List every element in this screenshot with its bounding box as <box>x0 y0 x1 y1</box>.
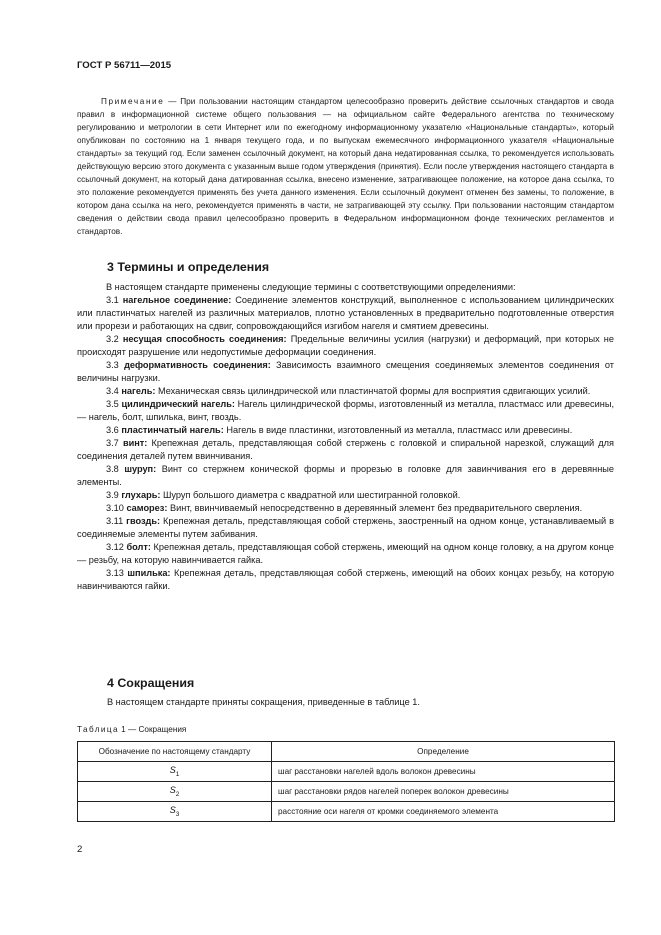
table-row <box>78 762 615 782</box>
symbol-letter: S <box>169 785 176 796</box>
symbol-cell <box>78 782 272 802</box>
page-number: 2 <box>77 844 83 855</box>
term-number: 3.6 <box>106 425 122 435</box>
document-header: ГОСТ Р 56711—2015 <box>77 60 172 71</box>
term-name: винт: <box>122 438 148 448</box>
term-item <box>77 385 614 398</box>
terms-intro: В настоящем стандарте применены следующие термины с соответствующими определениями: <box>106 282 516 292</box>
symbol-letter: S <box>169 805 176 816</box>
table-caption-label: Таблица <box>77 725 119 734</box>
abbreviations-intro: В настоящем стандарте приняты сокращения, приведенные в таблице 1. <box>107 697 420 707</box>
term-item <box>77 502 614 515</box>
term-name: шпилька: <box>127 568 171 578</box>
table-caption <box>77 725 186 734</box>
section-4-heading: 4 Сокращения <box>107 676 195 690</box>
table-row <box>78 802 615 822</box>
term-name: глухарь: <box>121 490 161 500</box>
term-item <box>77 294 614 333</box>
terms-list <box>77 281 614 593</box>
term-name: шуруп: <box>124 464 157 474</box>
symbol-subscript: 2 <box>175 790 180 798</box>
term-number: 3.8 <box>106 464 125 474</box>
table-row <box>78 782 615 802</box>
term-item <box>77 424 614 437</box>
term-definition: Крепежная деталь, представляющая собой стержень, имеющий на обоих концах резьбу, на которую навинчиваются гайки. <box>77 568 614 591</box>
term-definition: Винт, ввинчиваемый непосредственно в деревянный элемент без предварительного сверления. <box>167 503 583 513</box>
term-name: болт: <box>126 542 151 552</box>
term-definition: Нагель в виде пластинки, изготовленный из металла, пластмасс или древесины. <box>223 425 573 435</box>
term-definition: Нагель цилиндрической формы, изготовленный из металла, пластмасс или древесины, — нагель, болт, шпилька, винт, гвоздь. <box>77 399 614 422</box>
symbol-cell <box>78 802 272 822</box>
term-item <box>77 541 614 567</box>
note-paragraph <box>77 95 614 239</box>
term-definition: Зависимость взаимного смещения соединяемых элементов соединения от величины нагрузки. <box>77 360 615 383</box>
term-number: 3.5 <box>106 399 122 409</box>
symbol-subscript: 1 <box>175 770 180 778</box>
term-definition: Соединение элементов конструкций, выполненное с использованием цилиндрических или пластинчатых нагелей из различных материалов, плотно установленных в предварительно подготовленные отверстия или прорези и работающих на сдвиг, сопровождающийся изгибом нагеля и смятием древесины. <box>77 295 614 331</box>
term-number: 3.4 <box>106 386 122 396</box>
table-header-symbol: Обозначение по настоящему стандарту <box>78 742 272 762</box>
symbol-letter: S <box>169 765 176 776</box>
term-item <box>77 489 614 502</box>
note-label: Примечание <box>101 97 165 106</box>
symbol-subscript: 3 <box>175 810 180 818</box>
table-header-definition: Определение <box>272 742 615 762</box>
abbreviations-table <box>77 741 615 822</box>
term-definition: Крепежная деталь, представляющая собой стержень с головкой и спиральной нарезкой, служащий для соединения деталей путем ввинчивания. <box>77 438 614 461</box>
term-name: пластинчатый нагель: <box>121 425 224 435</box>
term-name: несущая способность соединения: <box>122 334 287 344</box>
term-name: нагельное соединение: <box>122 295 232 305</box>
symbol-cell <box>78 762 272 782</box>
term-name: деформативность соединения: <box>124 360 271 370</box>
term-number: 3.11 <box>106 516 127 526</box>
term-definition: Крепежная деталь, представляющая собой стержень, имеющий на одном конце головку, а на другом конце — резьбу, на которую навинчивается гайка. <box>77 542 614 565</box>
definition-cell: шаг расстановки нагелей вдоль волокон древесины <box>272 762 615 782</box>
term-item <box>77 567 614 593</box>
term-name: нагель: <box>121 386 156 396</box>
term-number: 3.1 <box>106 295 123 305</box>
term-number: 3.3 <box>106 360 125 370</box>
note-text: — При пользовании настоящим стандартом целесообразно проверить действие ссылочных стандартов и свода правил в информационной системе общего пользования — на официальном сайте Федерального агентства по техническому регулированию и метрологии в сети Интернет или по ежегодному информационному указателю «Национальные стандарты», который опубликован по состоянию на 1 января текущего года, и по выпускам ежемесячного информационного указателя «Национальные стандарты» за текущий год. Если заменен ссылочный документ, на который дана недатированная ссылка, то рекомендуется использовать действующую версию этого документа с указанным выше годом утверждения (принятия). Если после утверждения настоящего стандарта в ссылочный документ, на который дана датированная ссылка, внесено изменение, затрагивающее положение, на которое дана ссылка, то это положение рекомендуется применять без учета данного изменения. Если ссылочный документ отменен без замены, то положение, в котором дана ссылка на него, рекомендуется применять в части, не затрагивающей эту ссылку. При пользовании настоящим стандартом сведения о действии свода правил целесообразно проверить в Федеральном информационном фонде технических регламентов и стандартов. <box>77 97 614 237</box>
term-item <box>77 463 614 489</box>
term-item <box>77 359 614 385</box>
term-number: 3.13 <box>106 568 128 578</box>
term-item <box>77 398 614 424</box>
term-number: 3.2 <box>106 334 123 344</box>
definition-cell: расстояние оси нагеля от кромки соединяемого элемента <box>272 802 615 822</box>
term-definition: Винт со стержнем конической формы и прорезью в головке для завинчивания его в деревянные элементы. <box>77 464 614 487</box>
term-item <box>77 515 614 541</box>
term-name: цилиндрический нагель: <box>121 399 235 409</box>
definition-cell: шаг расстановки рядов нагелей поперек волокон древесины <box>272 782 615 802</box>
term-number: 3.7 <box>106 438 123 448</box>
term-definition: Механическая связь цилиндрической или пластинчатой формы для восприятия сдвигающих усилий. <box>155 386 591 396</box>
term-item <box>77 437 614 463</box>
term-name: гвоздь: <box>126 516 161 526</box>
term-number: 3.12 <box>106 542 127 552</box>
term-number: 3.9 <box>106 490 122 500</box>
term-number: 3.10 <box>106 503 127 513</box>
section-3-heading: 3 Термины и определения <box>107 260 270 274</box>
term-definition: Предельные величины усилия (нагрузки) и деформаций, при которых не происходят разрушение или недопустимые деформации соединения. <box>77 334 614 357</box>
term-definition: Крепежная деталь, представляющая собой стержень, заостренный на одном конце, устанавливаемый в соединяемые элементы путем забивания. <box>77 516 614 539</box>
term-name: саморез: <box>126 503 168 513</box>
table-header-row <box>78 742 615 762</box>
table-caption-text: 1 — Сокращения <box>118 725 187 734</box>
term-item <box>77 333 614 359</box>
term-definition: Шуруп большого диаметра с квадратной или шестигранной головкой. <box>160 490 461 500</box>
